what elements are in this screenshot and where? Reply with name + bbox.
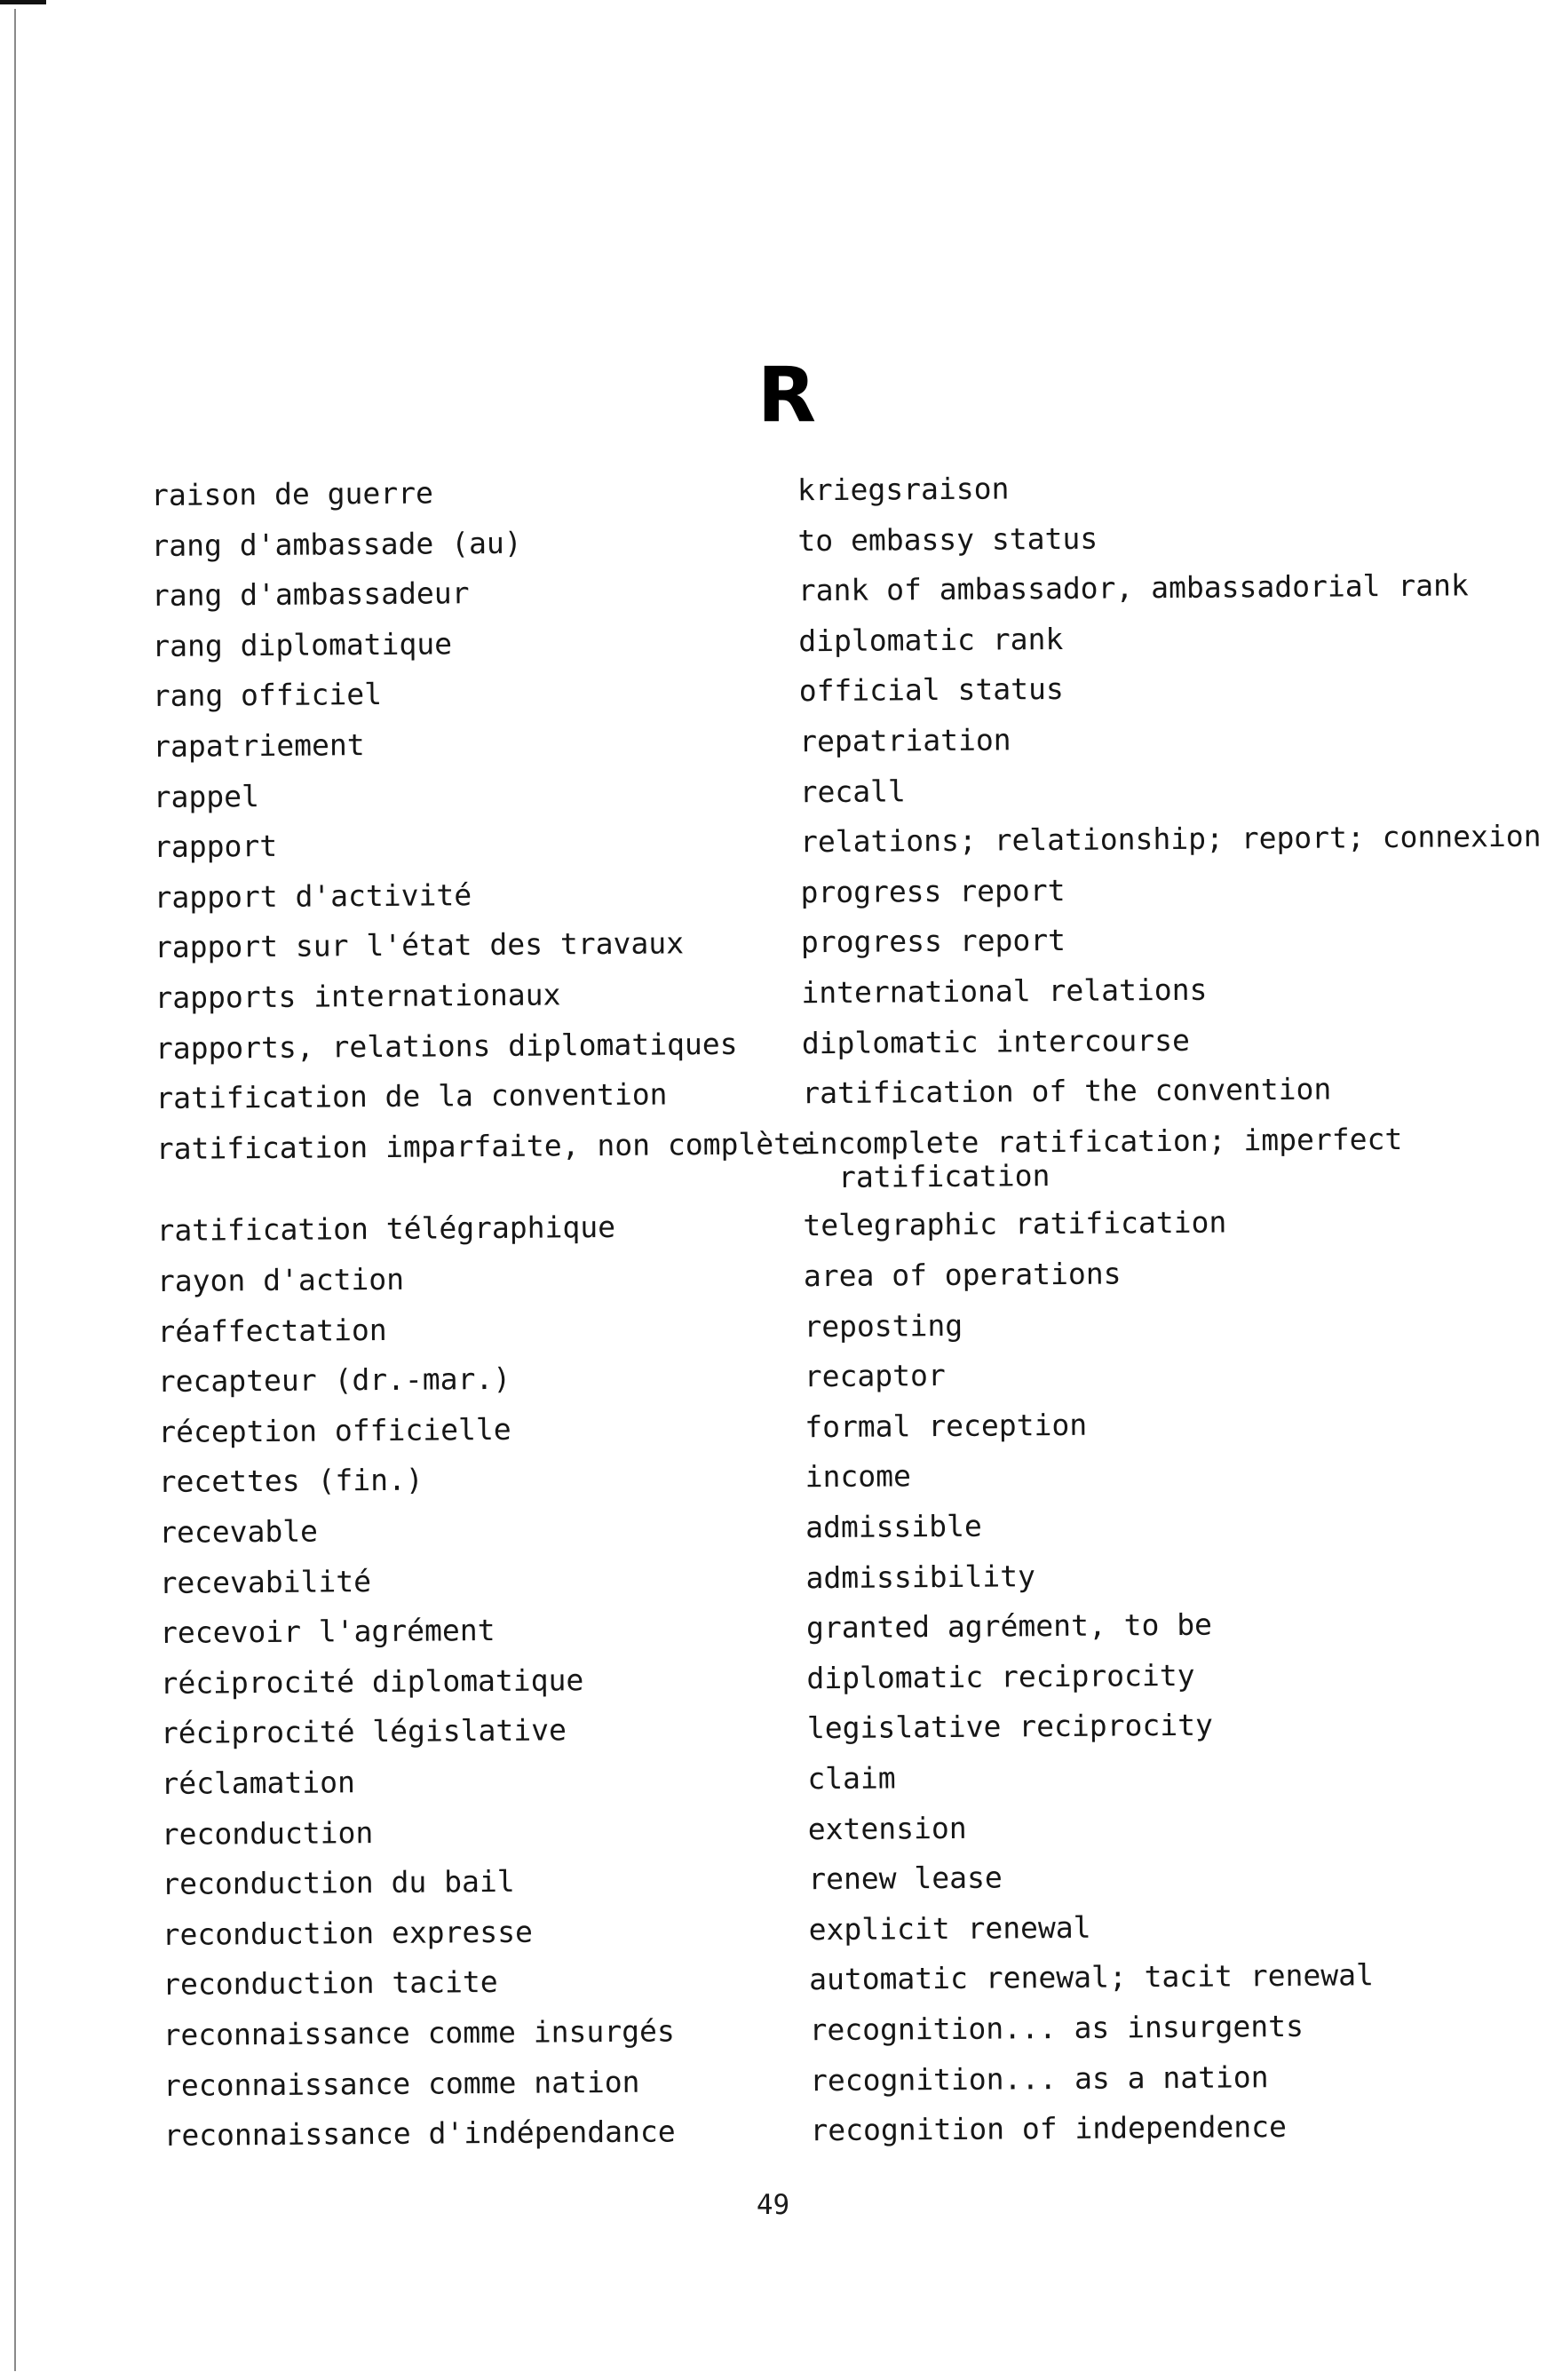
french-term: ratification imparfaite, non complète: [155, 1126, 809, 1166]
english-translation: telegraphic ratification: [803, 1204, 1227, 1243]
english-translation: progress report: [800, 923, 1066, 960]
glossary-entry: [8, 1454, 1546, 1511]
glossary-entry: [4, 970, 1546, 1027]
glossary-entry: [7, 1403, 1546, 1460]
french-term: reconduction expresse: [162, 1914, 534, 1952]
glossary-entry: [11, 1856, 1546, 1913]
french-term: rapports, relations diplomatiques: [155, 1026, 738, 1066]
french-term: recevable: [159, 1513, 319, 1550]
english-translation: relations; relationship; report; connexion: [799, 818, 1542, 860]
page-number: 49: [756, 2189, 790, 2221]
english-translation: income: [805, 1458, 912, 1495]
glossary-entry: [12, 2057, 1546, 2114]
english-translation: recognition of independence: [810, 2109, 1288, 2148]
french-term: reconnaissance d'indépendance: [163, 2114, 676, 2154]
english-translation: progress report: [800, 872, 1066, 910]
french-term: rang diplomatique: [152, 626, 453, 663]
english-translation: area of operations: [803, 1256, 1122, 1294]
french-term: rang officiel: [152, 677, 383, 714]
glossary-entry: [3, 819, 1546, 876]
english-translation: granted agrément, to be: [805, 1606, 1213, 1646]
glossary-entry: [10, 1705, 1546, 1762]
french-term: rapport: [153, 829, 278, 865]
glossary-entry: [9, 1654, 1546, 1711]
english-translation: to embassy status: [797, 520, 1098, 558]
french-term: rappel: [153, 778, 260, 814]
english-translation: incomplete ratification; imperfect: [802, 1121, 1403, 1162]
glossary-entry: [11, 1805, 1546, 1862]
french-term: recettes (fin.): [158, 1463, 424, 1500]
french-term: reconduction du bail: [162, 1864, 515, 1902]
french-term: rapatriement: [153, 727, 365, 764]
glossary-entry: [12, 2107, 1546, 2164]
glossary-entry: [10, 1756, 1546, 1813]
glossary-entry: [2, 668, 1546, 725]
english-translation: legislative reciprocity: [806, 1708, 1214, 1746]
english-translation: recall: [799, 773, 906, 809]
glossary-entry: [2, 768, 1546, 825]
french-term: réciprocité législative: [160, 1712, 567, 1751]
french-term: réclamation: [161, 1765, 356, 1801]
french-term: réaffectation: [157, 1312, 387, 1349]
french-term: rang d'ambassade (au): [151, 525, 522, 563]
english-translation: ratification of the convention: [802, 1071, 1332, 1111]
french-term: rayon d'action: [156, 1261, 405, 1298]
glossary-entry: [6, 1253, 1546, 1310]
glossary-entry: [5, 1202, 1546, 1259]
glossary-entry: [3, 869, 1546, 925]
french-term: recapteur (dr.-mar.): [157, 1361, 511, 1400]
glossary-entry: [4, 1070, 1546, 1127]
french-term: rapport sur l'état des travaux: [154, 925, 685, 965]
french-term: réciprocité diplomatique: [160, 1662, 584, 1701]
english-translation: claim: [807, 1760, 896, 1797]
french-term: rapports internationaux: [155, 977, 561, 1015]
english-translation: international relations: [801, 972, 1208, 1011]
french-term: réception officielle: [158, 1411, 511, 1449]
english-translation: official status: [798, 671, 1064, 709]
french-term: ratification télégraphique: [156, 1210, 616, 1249]
english-translation: repatriation: [799, 722, 1011, 759]
glossary-entry: [9, 1605, 1546, 1662]
english-translation: kriegsraison: [797, 471, 1010, 508]
glossary-entry: [8, 1554, 1546, 1611]
english-translation: diplomatic intercourse: [801, 1022, 1191, 1060]
glossary-entry: [1, 567, 1546, 624]
glossary-entry: [6, 1303, 1546, 1360]
english-translation: rank of ambassador, ambassadorial rank: [797, 567, 1469, 608]
french-term: raison de guerre: [150, 475, 434, 512]
glossary-entry: [0, 517, 1546, 574]
english-translation: recognition... as insurgents: [809, 2008, 1304, 2048]
french-term: reconnaissance comme nation: [163, 2064, 640, 2103]
english-translation: explicit renewal: [808, 1909, 1091, 1948]
english-translation: reposting: [804, 1307, 963, 1344]
english-translation: diplomatic rank: [798, 621, 1064, 659]
french-term: recevoir l'agrément: [159, 1613, 496, 1651]
french-term: rang d'ambassadeur: [151, 575, 470, 614]
french-term: rapport d'activité: [154, 877, 472, 915]
section-letter: R: [757, 351, 815, 440]
english-translation: admissible: [805, 1508, 982, 1545]
french-term: reconduction tacite: [163, 1964, 498, 2003]
english-translation: formal reception: [805, 1407, 1088, 1445]
english-translation: renew lease: [808, 1860, 1003, 1897]
glossary-entry: [1, 617, 1546, 674]
glossary-entry: [5, 1120, 1546, 1194]
glossary-entry: [12, 1906, 1546, 1963]
english-translation: recognition... as a nation: [809, 2059, 1269, 2098]
glossary-entry: [12, 1956, 1546, 2013]
french-term: ratification de la convention: [155, 1076, 668, 1116]
glossary-entry: [0, 467, 1546, 524]
english-translation-continued: ratification: [837, 1157, 1050, 1194]
french-term: reconnaissance comme insurgés: [163, 2013, 675, 2052]
english-translation: automatic renewal; tacit renewal: [808, 1957, 1375, 1997]
english-translation: admissibility: [805, 1558, 1036, 1595]
french-term: recevabilité: [159, 1563, 372, 1600]
glossary-entry: [7, 1353, 1546, 1410]
french-term: reconduction: [161, 1814, 374, 1852]
glossary-entry: [12, 2007, 1546, 2064]
glossary-entry: [4, 1019, 1546, 1076]
english-translation: diplomatic reciprocity: [806, 1657, 1195, 1696]
english-translation: extension: [807, 1810, 967, 1846]
glossary-entry: [8, 1504, 1546, 1561]
glossary-entry: [2, 718, 1546, 775]
glossary-entry: [4, 919, 1546, 976]
english-translation: recaptor: [804, 1358, 946, 1394]
